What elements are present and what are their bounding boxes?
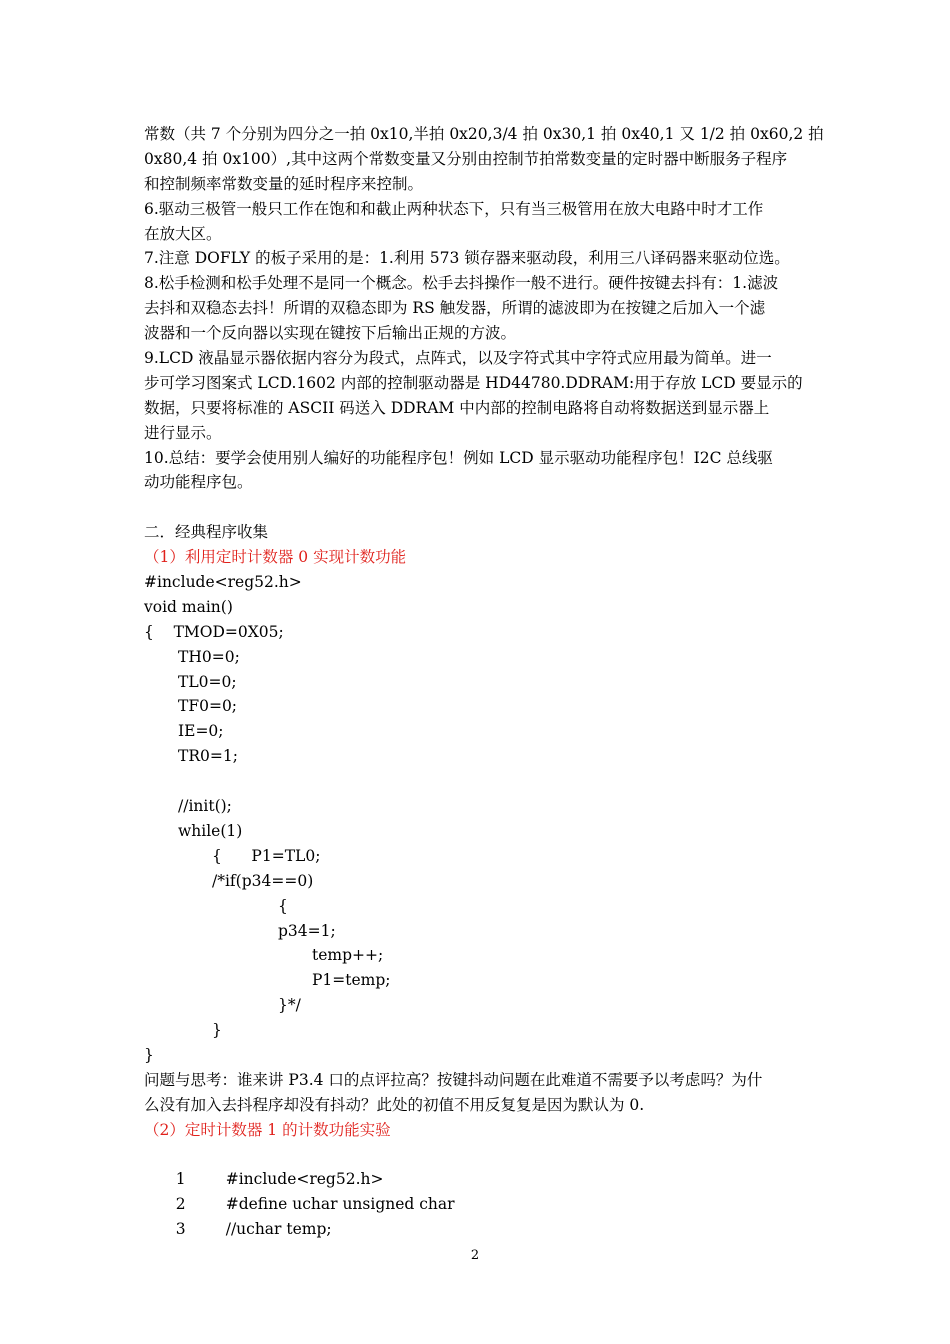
code-line: { [278, 896, 288, 915]
line-number: 2 [175, 1195, 186, 1214]
paragraph-line: 波器和一个反向器以实现在键按下后输出正规的方波。 [144, 324, 517, 343]
code-line: }*/ [278, 996, 301, 1015]
paragraph-line: 10.总结：要学会使用别人编好的功能程序包！例如 LCD 显示驱动功能程序包！I2C 总线驱 [144, 448, 773, 467]
code-line: TL0=0; [178, 672, 237, 691]
paragraph-line: 进行显示。 [144, 423, 222, 442]
numbered-code-line [144, 1143, 808, 1189]
subsection-title-1: （1）利用定时计数器 0 实现计数功能 [144, 548, 407, 567]
paragraph-line: 常数（共 7 个分别为四分之一拍 0x10,半拍 0x20,3/4 拍 0x30,1 拍 0x40,1 又 1/2 拍 0x60,2 拍 [144, 125, 824, 143]
question-line: 问题与思考：谁来讲 P3.4 口的点评拉高？按键抖动问题在此难道不需要予以考虑吗？为什 [144, 1070, 763, 1089]
code-line: /*if(p34==0) [212, 871, 314, 890]
code-line: TR0=1; [178, 747, 238, 766]
paragraph-line: 8.松手检测和松手处理不是同一个概念。松手去抖操作一般不进行。硬件按键去抖有：1.滤波 [144, 274, 779, 293]
code-line: temp++; [312, 946, 384, 965]
paragraph-line: 9.LCD 液晶显示器依据内容分为段式，点阵式，以及字符式其中字符式应用最为简单。进一 [144, 349, 772, 368]
code-text: #include<reg52.h> [225, 1170, 384, 1189]
paragraph-line: 和控制频率常数变量的延时程序来控制。 [144, 174, 424, 193]
paragraph-line: 7.注意 DOFLY 的板子采用的是：1.利用 573 锁存器来驱动段，利用三八译码器来驱动位选。 [144, 249, 790, 268]
code-line: { P1=TL0; [212, 846, 321, 865]
paragraph-line: 在放大区。 [144, 224, 222, 243]
paragraph-line: 数据，只要将标准的 ASCII 码送入 DDRAM 中内部的控制电路将自动将数据送到显示器上 [144, 398, 770, 417]
code-line: #include<reg52.h> [144, 573, 302, 592]
code-line: P1=temp; [312, 971, 391, 990]
code-text: //uchar temp; [225, 1220, 332, 1239]
paragraph-line: 6.驱动三极管一般只工作在饱和和截止两种状态下，只有当三极管用在放大电路中时才工作 [144, 199, 764, 218]
paragraph-line: 去抖和双稳态去抖！所谓的双稳态即为 RS 触发器，所谓的滤波即为在按键之后加入一个滤 [144, 299, 766, 318]
code-line: TH0=0; [178, 647, 240, 666]
blank-line [144, 495, 808, 520]
subsection-title-2: （2）定时计数器 1 的计数功能实验 [144, 1120, 391, 1139]
question-line: 么没有加入去抖程序却没有抖动？此处的初值不用反复复是因为默认为 0. [144, 1095, 645, 1114]
code-line: } [212, 1021, 222, 1040]
code-line: while(1) [178, 821, 243, 840]
paragraph-line: 动功能程序包。 [144, 473, 253, 492]
code-line: IE=0; [178, 722, 224, 741]
code-line: //init(); [178, 797, 232, 816]
code-line: { TMOD=0X05; [144, 622, 284, 641]
code-blank-line [144, 769, 808, 794]
code-line: p34=1; [278, 921, 336, 940]
code-line: TF0=0; [178, 697, 238, 716]
line-number: 3 [175, 1220, 186, 1239]
line-number: 1 [175, 1170, 186, 1189]
code-text: #define uchar unsigned char [225, 1195, 455, 1214]
code-line: } [144, 1045, 154, 1064]
paragraph-line: 步可学习图案式 LCD.1602 内部的控制驱动器是 HD44780.DDRAM:用于存放 LCD 要显示的 [144, 373, 803, 392]
paragraph-line: 0x80,4 拍 0x100）,其中这两个常数变量又分别由控制节拍常数变量的定时器中断服务子程序 [144, 149, 788, 168]
document-body [144, 122, 824, 1239]
page-number: 2 [470, 1248, 480, 1263]
code-line: void main() [144, 597, 233, 616]
section-title: 二．经典程序收集 [144, 523, 269, 542]
